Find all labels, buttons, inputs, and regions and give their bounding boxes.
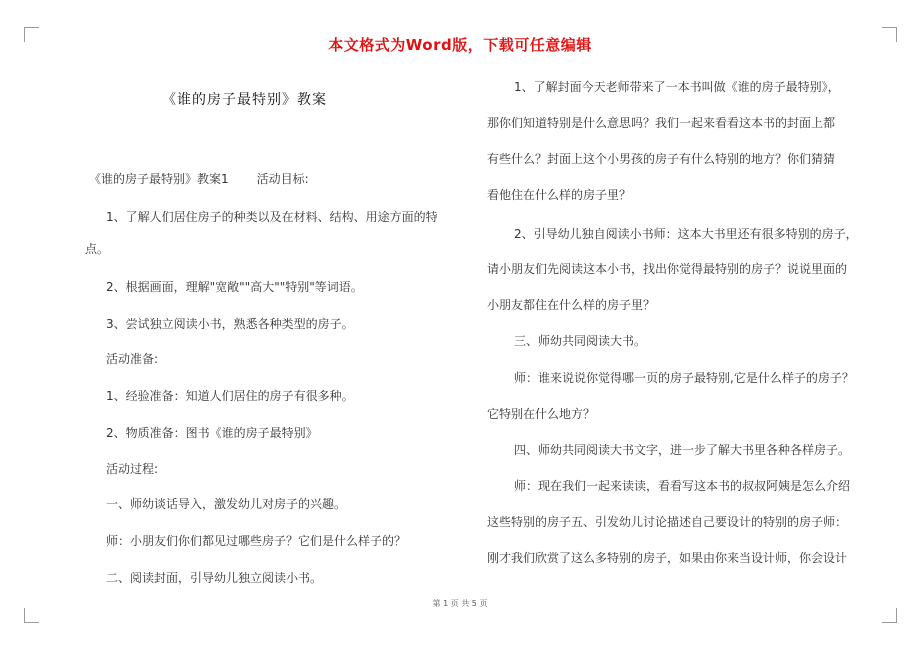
intro-line: [89, 170, 309, 187]
paragraph: 2、引导幼儿独自阅读小书师：这本大书里还有很多特别的房子，: [514, 227, 858, 241]
paragraph: 看他住在什么样的房子里？: [487, 188, 632, 202]
paragraph: 1、经验准备：知道人们居住的房子有很多种。: [106, 389, 354, 403]
paragraph: 四、师幼共同阅读大书文字，进一步了解大书里各种各样房子。: [514, 443, 851, 457]
paragraph: 有些什么？封面上这个小男孩的房子有什么特别的地方？你们猜猜: [487, 152, 836, 166]
paragraph: 师：现在我们一起来读读，看看写这本书的叔叔阿姨是怎么介绍: [514, 479, 851, 493]
paragraph: 一、师幼谈话导入，激发幼儿对房子的兴趣。: [106, 497, 347, 511]
paragraph: 点。: [85, 242, 110, 256]
paragraph: 活动准备:: [106, 352, 159, 366]
paragraph: 那你们知道特别是什么意思吗？我们一起来看看这本书的封面上都: [487, 116, 836, 130]
crop-mark-bottom-left: [24, 608, 39, 623]
paragraph: 1、了解人们居住房子的种类以及在材料、结构、用途方面的特: [106, 210, 438, 224]
paragraph: 请小朋友们先阅读这本小书，找出你觉得最特别的房子？说说里面的: [487, 262, 848, 276]
paragraph: 师：小朋友们你们都见过哪些房子？它们是什么样子的？: [106, 534, 407, 548]
paragraph: 2、物质准备：图书《谁的房子最特别》: [106, 426, 318, 440]
paragraph: 二、阅读封面，引导幼儿独立阅读小书。: [106, 571, 323, 585]
document-title: 《谁的房子最特别》教案: [162, 92, 327, 108]
paragraph: 小朋友都住在什么样的房子里？: [487, 298, 656, 312]
format-banner: 本文格式为Word版，下载可任意编辑: [328, 36, 592, 54]
paragraph: 刚才我们欣赏了这么多特别的房子，如果由你来当设计师，你会设计: [487, 551, 848, 565]
paragraph: 这些特别的房子五、引发幼儿讨论描述自己要设计的特别的房子师：: [487, 515, 848, 529]
paragraph: 师：谁来说说你觉得哪一页的房子最特别,它是什么样子的房子？: [514, 371, 854, 385]
paragraph: 三、师幼共同阅读大书。: [514, 334, 647, 348]
page-number-footer: 第 1 页 共 5 页: [432, 599, 488, 608]
crop-mark-bottom-right: [882, 608, 897, 623]
paragraph: 活动过程:: [106, 462, 159, 476]
paragraph: 它特别在什么地方？: [487, 407, 596, 421]
intro-title: 《谁的房子最特别》教案1: [89, 172, 229, 186]
paragraph: 2、根据画面，理解"宽敞""高大""特别"等词语。: [106, 280, 363, 294]
intro-objectives: 活动目标:: [256, 172, 309, 186]
paragraph: 1、了解封面今天老师带来了一本书叫做《谁的房子最特别》，: [514, 80, 840, 94]
paragraph: 3、尝试独立阅读小书，熟悉各种类型的房子。: [106, 317, 354, 331]
